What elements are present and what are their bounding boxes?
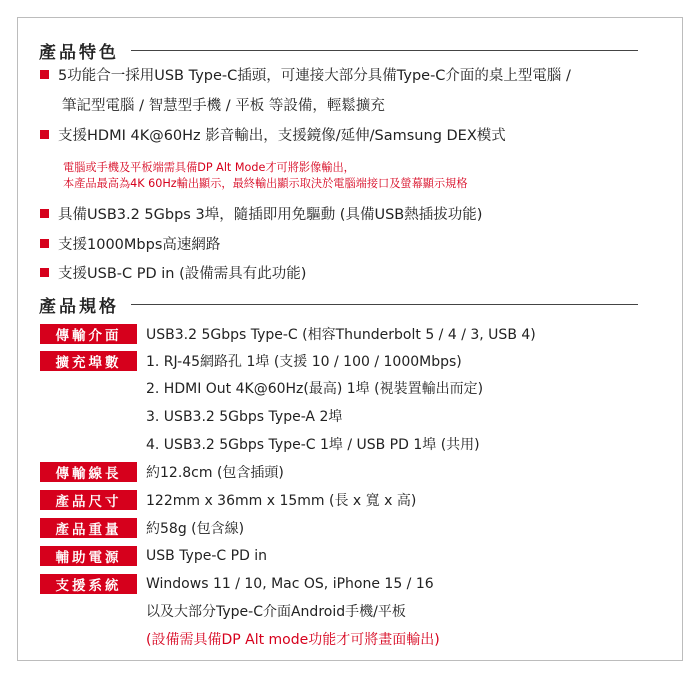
- spec-value-note: (設備需具備DP Alt mode功能才可將畫面輸出): [146, 632, 440, 648]
- spec-row-systems: [40, 573, 434, 595]
- feature-note-line-2: 本產品最高為4K 60Hz輸出顯示，最終輸出顯示取決於電腦端接口及螢幕顯示規格: [63, 177, 468, 190]
- feature-item-4: [40, 231, 220, 260]
- spec-label: 傳輸介面: [40, 324, 137, 344]
- spec-row-weight: [40, 517, 244, 539]
- feature-item-1-cont: 筆記型電腦 / 智慧型手機 / 平板 等設備，輕鬆擴充: [62, 98, 385, 114]
- product-info-card: [17, 17, 683, 661]
- bullet-icon: [40, 130, 49, 139]
- feature-item-3: [40, 201, 482, 230]
- spec-value: 約58g (包含線): [146, 521, 245, 537]
- spec-row-ports: [40, 350, 462, 372]
- spec-value-cont: 2. HDMI Out 4K@60Hz(最高) 1埠 (視裝置輸出而定): [146, 381, 484, 397]
- bullet-icon: [40, 209, 49, 218]
- feature-item-2: [40, 122, 506, 151]
- spec-label: 輔助電源: [40, 546, 137, 566]
- specs-divider: [131, 304, 638, 305]
- feature-1-line-1: 5功能合一採用USB Type-C插頭，可連接大部分具備Type-C介面的桌上型電腦 /: [58, 68, 571, 84]
- spec-label: 擴充埠數: [40, 351, 137, 371]
- spec-value: 1. RJ-45網路孔 1埠 (支援 10 / 100 / 1000Mbps): [146, 354, 462, 370]
- spec-row-dimensions: [40, 489, 416, 511]
- spec-label: 支援系統: [40, 574, 137, 594]
- spec-label: 傳輸線長: [40, 462, 137, 482]
- bullet-icon: [40, 268, 49, 277]
- spec-row-power: [40, 545, 267, 567]
- feature-item-1: [40, 62, 571, 91]
- spec-value-cont: 4. USB3.2 5Gbps Type-C 1埠 / USB PD 1埠 (共用): [146, 437, 480, 453]
- feature-2-text: 支援HDMI 4K@60Hz 影音輸出，支援鏡像/延伸/Samsung DEX模式: [58, 128, 506, 144]
- spec-value-cont: 以及大部分Type-C介面Android手機/平板: [146, 604, 406, 620]
- specs-title: 產品規格: [39, 297, 119, 317]
- features-header: [39, 38, 638, 63]
- spec-value: USB Type-C PD in: [146, 548, 268, 564]
- spec-label: 產品重量: [40, 518, 137, 538]
- feature-4-text: 支援1000Mbps高速網路: [58, 237, 221, 253]
- feature-3-text: 具備USB3.2 5Gbps 3埠，隨插即用免驅動 (具備USB熱插拔功能): [58, 207, 483, 223]
- spec-row-interface: [40, 323, 536, 345]
- spec-value: Windows 11 / 10, Mac OS, iPhone 15 / 16: [146, 576, 434, 592]
- spec-row-cable-length: [40, 461, 284, 483]
- bullet-icon: [40, 239, 49, 248]
- spec-value-cont: 3. USB3.2 5Gbps Type-A 2埠: [146, 409, 343, 425]
- feature-item-5: [40, 260, 306, 289]
- bullet-icon: [40, 70, 49, 79]
- spec-value: 約12.8cm (包含插頭): [146, 465, 284, 481]
- features-divider: [131, 50, 638, 51]
- spec-value: USB3.2 5Gbps Type-C (相容Thunderbolt 5 / 4 / 3, USB 4): [146, 327, 536, 343]
- spec-label: 產品尺寸: [40, 490, 137, 510]
- specs-header: [39, 292, 638, 317]
- features-title: 產品特色: [39, 43, 119, 63]
- spec-value: 122mm x 36mm x 15mm (長 x 寬 x 高): [146, 493, 417, 509]
- feature-note-line-1: 電腦或手機及平板端需具備DP Alt Mode才可將影像輸出，: [63, 161, 355, 174]
- feature-5-text: 支援USB-C PD in (設備需具有此功能): [58, 266, 307, 282]
